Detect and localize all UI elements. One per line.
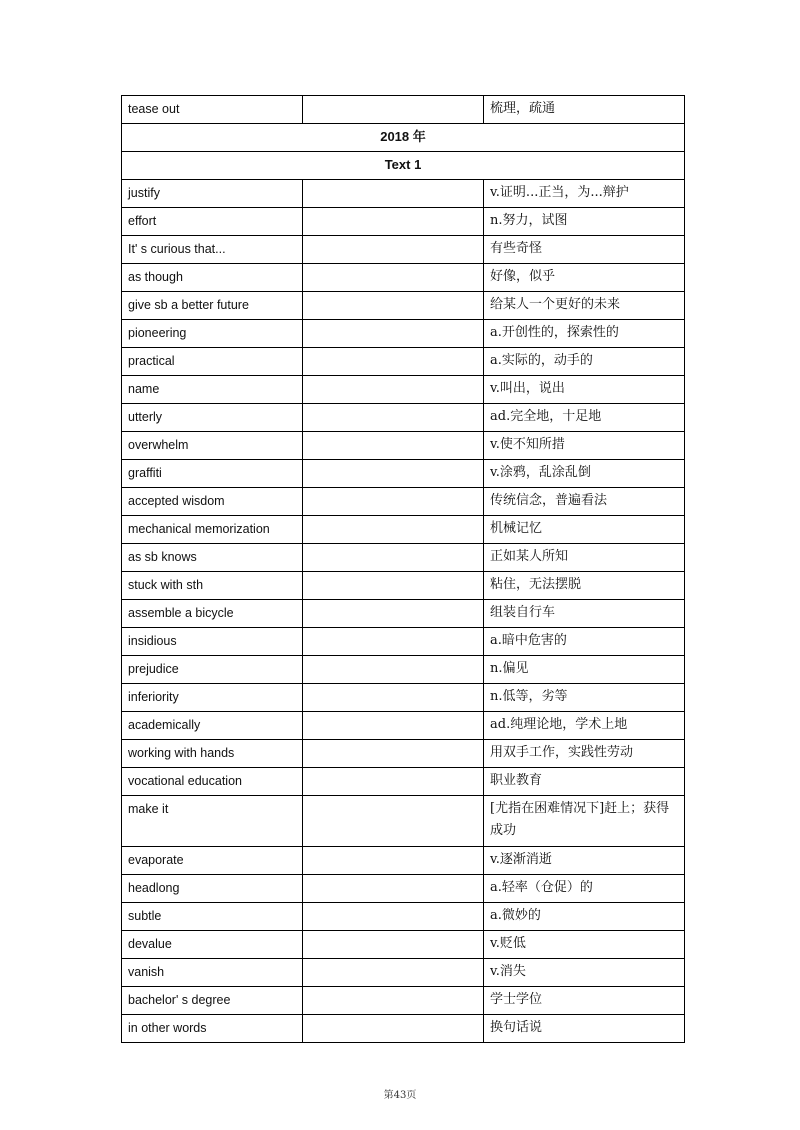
chinese-meaning: 机械记忆: [484, 516, 685, 544]
chinese-meaning: 粘住，无法摆脱: [484, 572, 685, 600]
blank-cell: [303, 404, 484, 432]
english-term: subtle: [122, 903, 303, 931]
blank-cell: [303, 572, 484, 600]
table-row: [122, 292, 685, 320]
table-row: [122, 432, 685, 460]
chinese-meaning: n.偏见: [484, 656, 685, 684]
table-row: [122, 740, 685, 768]
chinese-meaning: 正如某人所知: [484, 544, 685, 572]
table-row: [122, 768, 685, 796]
table-row: [122, 959, 685, 987]
blank-cell: [303, 796, 484, 847]
english-term: effort: [122, 208, 303, 236]
chinese-meaning: v.证明...正当，为...辩护: [484, 180, 685, 208]
table-row: [122, 875, 685, 903]
english-term: assemble a bicycle: [122, 600, 303, 628]
english-term: tease out: [122, 96, 303, 124]
table-row: [122, 236, 685, 264]
section-header-row: [122, 152, 685, 180]
chinese-meaning: n.努力，试图: [484, 208, 685, 236]
section-header-row: [122, 124, 685, 152]
chinese-meaning: 给某人一个更好的未来: [484, 292, 685, 320]
english-term: evaporate: [122, 847, 303, 875]
english-term: It' s curious that...: [122, 236, 303, 264]
chinese-meaning: v.涂鸦，乱涂乱倒: [484, 460, 685, 488]
blank-cell: [303, 959, 484, 987]
english-term: graffiti: [122, 460, 303, 488]
blank-cell: [303, 264, 484, 292]
english-term: prejudice: [122, 656, 303, 684]
table-row: [122, 544, 685, 572]
table-row: [122, 348, 685, 376]
english-term: inferiority: [122, 684, 303, 712]
chinese-meaning: v.叫出，说出: [484, 376, 685, 404]
english-term: as though: [122, 264, 303, 292]
blank-cell: [303, 180, 484, 208]
chinese-meaning: a.轻率（仓促）的: [484, 875, 685, 903]
english-term: overwhelm: [122, 432, 303, 460]
chinese-meaning: a.实际的，动手的: [484, 348, 685, 376]
table-row: [122, 847, 685, 875]
section-year: 2018 年: [122, 124, 685, 152]
english-term: practical: [122, 348, 303, 376]
chinese-meaning: a.开创性的，探索性的: [484, 320, 685, 348]
english-term: bachelor' s degree: [122, 987, 303, 1015]
table-row: [122, 684, 685, 712]
english-term: pioneering: [122, 320, 303, 348]
english-term: make it: [122, 796, 303, 847]
table-row: [122, 903, 685, 931]
table-row: [122, 516, 685, 544]
blank-cell: [303, 208, 484, 236]
blank-cell: [303, 931, 484, 959]
chinese-meaning: [尤指在困难情况下]赶上；获得成功: [484, 796, 685, 847]
table-row: [122, 656, 685, 684]
chinese-meaning: 换句话说: [484, 1015, 685, 1043]
blank-cell: [303, 544, 484, 572]
table-row: [122, 180, 685, 208]
vocabulary-table: [121, 95, 685, 1043]
blank-cell: [303, 768, 484, 796]
chinese-meaning: 职业教育: [484, 768, 685, 796]
blank-cell: [303, 376, 484, 404]
chinese-meaning: 梳理，疏通: [484, 96, 685, 124]
english-term: in other words: [122, 1015, 303, 1043]
blank-cell: [303, 236, 484, 264]
english-term: academically: [122, 712, 303, 740]
table-row: [122, 931, 685, 959]
chinese-meaning: 传统信念，普遍看法: [484, 488, 685, 516]
blank-cell: [303, 656, 484, 684]
table-row: [122, 320, 685, 348]
table-row: [122, 987, 685, 1015]
blank-cell: [303, 987, 484, 1015]
blank-cell: [303, 460, 484, 488]
english-term: working with hands: [122, 740, 303, 768]
chinese-meaning: 好像，似乎: [484, 264, 685, 292]
blank-cell: [303, 684, 484, 712]
english-term: name: [122, 376, 303, 404]
chinese-meaning: a.暗中危害的: [484, 628, 685, 656]
table-row: [122, 600, 685, 628]
blank-cell: [303, 600, 484, 628]
english-term: utterly: [122, 404, 303, 432]
table-row: [122, 264, 685, 292]
table-row: [122, 376, 685, 404]
table-row: [122, 96, 685, 124]
blank-cell: [303, 488, 484, 516]
chinese-meaning: a.微妙的: [484, 903, 685, 931]
chinese-meaning: ad.完全地，十足地: [484, 404, 685, 432]
blank-cell: [303, 1015, 484, 1043]
english-term: mechanical memorization: [122, 516, 303, 544]
blank-cell: [303, 875, 484, 903]
blank-cell: [303, 348, 484, 376]
blank-cell: [303, 628, 484, 656]
chinese-meaning: ad.纯理论地，学术上地: [484, 712, 685, 740]
table-row: [122, 404, 685, 432]
chinese-meaning: v.使不知所措: [484, 432, 685, 460]
english-term: vocational education: [122, 768, 303, 796]
chinese-meaning: 学士学位: [484, 987, 685, 1015]
table-row: [122, 572, 685, 600]
english-term: accepted wisdom: [122, 488, 303, 516]
chinese-meaning: v.贬低: [484, 931, 685, 959]
english-term: vanish: [122, 959, 303, 987]
table-row: [122, 628, 685, 656]
chinese-meaning: 组装自行车: [484, 600, 685, 628]
english-term: justify: [122, 180, 303, 208]
blank-cell: [303, 292, 484, 320]
english-term: stuck with sth: [122, 572, 303, 600]
english-term: devalue: [122, 931, 303, 959]
blank-cell: [303, 432, 484, 460]
chinese-meaning: n.低等，劣等: [484, 684, 685, 712]
chinese-meaning: v.逐渐消逝: [484, 847, 685, 875]
blank-cell: [303, 740, 484, 768]
table-row: [122, 796, 685, 847]
blank-cell: [303, 712, 484, 740]
blank-cell: [303, 320, 484, 348]
blank-cell: [303, 847, 484, 875]
table-row: [122, 488, 685, 516]
table-row: [122, 460, 685, 488]
table-row: [122, 712, 685, 740]
chinese-meaning: v.消失: [484, 959, 685, 987]
english-term: as sb knows: [122, 544, 303, 572]
chinese-meaning: 用双手工作，实践性劳动: [484, 740, 685, 768]
english-term: headlong: [122, 875, 303, 903]
table-row: [122, 208, 685, 236]
page-number: 第43页: [383, 1090, 417, 1101]
section-text: Text 1: [122, 152, 685, 180]
blank-cell: [303, 96, 484, 124]
english-term: give sb a better future: [122, 292, 303, 320]
chinese-meaning: 有些奇怪: [484, 236, 685, 264]
blank-cell: [303, 516, 484, 544]
table-row: [122, 1015, 685, 1043]
english-term: insidious: [122, 628, 303, 656]
blank-cell: [303, 903, 484, 931]
